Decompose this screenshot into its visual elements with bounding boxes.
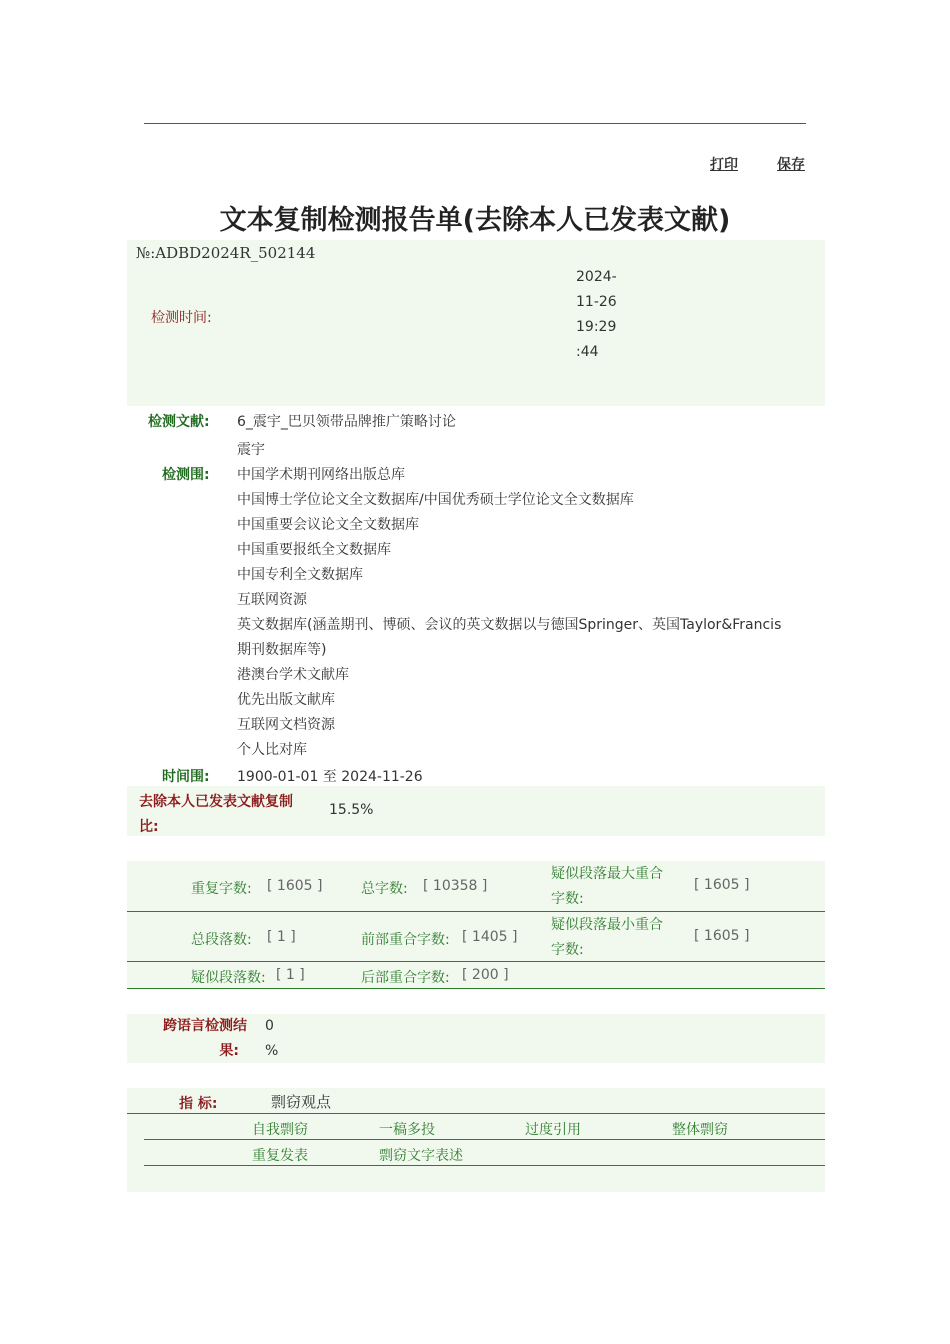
- suspect-paras-value: [ 1 ]: [276, 967, 305, 983]
- database-item: 中国重要报纸全文数据库: [237, 542, 391, 558]
- database-item: 个人比对库: [237, 742, 307, 758]
- stats-row-divider: [127, 911, 825, 912]
- detect-time-line: 2024-: [576, 269, 617, 285]
- cross-language-label-line: 果:: [219, 1043, 239, 1059]
- max-overlap-value: [ 1605 ]: [694, 877, 750, 893]
- database-list: [237, 463, 817, 763]
- cross-language-value: 0: [265, 1018, 274, 1034]
- database-item: 英文数据库(涵盖期刊、博硕、会议的英文数据以与德国Springer、英国Taylor&Francis: [237, 617, 782, 633]
- database-item: 中国学术期刊网络出版总库: [237, 467, 405, 483]
- max-overlap-label-line: 疑似段落最大重合: [551, 866, 663, 882]
- cross-language-label-line: 跨语言检测结: [163, 1018, 247, 1034]
- database-item: 中国专利全文数据库: [237, 567, 363, 583]
- copy-ratio-value: 15.5%: [329, 802, 374, 818]
- database-item: 互联网文档资源: [237, 717, 335, 733]
- total-chars-label: 总字数:: [361, 881, 408, 897]
- dup-chars-label: 重复字数:: [191, 881, 252, 897]
- copy-ratio-label-line: 比:: [139, 819, 159, 835]
- cross-language-label: [161, 1014, 247, 1064]
- database-item: 港澳台学术文献库: [237, 667, 349, 683]
- doc-author: 震宇: [237, 442, 265, 458]
- detect-time-line: 19:29: [576, 319, 617, 335]
- indicator-duplicate-publication: 重复发表: [252, 1148, 308, 1164]
- database-item: 互联网资源: [237, 592, 307, 608]
- doc-label: 检测文献:: [148, 414, 210, 430]
- database-item: 期刊数据库等): [237, 642, 327, 658]
- min-overlap-label: [551, 913, 663, 963]
- front-overlap-label: 前部重合字数:: [361, 932, 450, 948]
- range-label: 时间围:: [162, 769, 210, 785]
- stats-row-divider: [127, 988, 825, 989]
- report-title: 文本复制检测报告单(去除本人已发表文献): [219, 205, 731, 236]
- min-overlap-value: [ 1605 ]: [694, 928, 750, 944]
- copy-ratio-label-line: 去除本人已发表文献复制: [139, 794, 293, 810]
- indicators-divider: [127, 1113, 825, 1114]
- detect-time-line: 11-26: [576, 294, 617, 310]
- report-header-box: [127, 240, 825, 406]
- detect-time-line: :44: [576, 344, 599, 360]
- report-number: №:ADBD2024R_502144: [136, 244, 316, 262]
- save-button[interactable]: 保存: [777, 157, 805, 173]
- indicator-self-plagiarism: 自我剽窃: [252, 1122, 308, 1138]
- indicators-value: 剽窃观点: [271, 1093, 332, 1111]
- total-chars-value: [ 10358 ]: [423, 878, 488, 894]
- total-paras-value: [ 1 ]: [267, 929, 296, 945]
- range-value: 1900-01-01 至 2024-11-26: [237, 769, 423, 785]
- min-overlap-label-line: 疑似段落最小重合: [551, 917, 663, 933]
- dup-chars-value: [ 1605 ]: [267, 878, 323, 894]
- min-overlap-label-line: 字数:: [551, 942, 584, 958]
- cross-language-result: [265, 1014, 278, 1064]
- indicator-whole-plagiarism: 整体剽窃: [672, 1122, 728, 1138]
- copy-ratio-label: [139, 790, 293, 840]
- suspect-paras-label: 疑似段落数:: [191, 970, 266, 986]
- front-overlap-value: [ 1405 ]: [462, 929, 518, 945]
- max-overlap-label-line: 字数:: [551, 891, 584, 907]
- detect-time-value: [576, 265, 636, 365]
- back-overlap-label: 后部重合字数:: [361, 970, 450, 986]
- indicators-divider: [144, 1165, 825, 1166]
- indicators-box: [127, 1088, 825, 1192]
- max-overlap-label: [551, 862, 663, 912]
- scope-label: 检测围:: [162, 467, 210, 483]
- top-divider: [144, 123, 806, 124]
- doc-title: 6_震宇_巴贝领带品牌推广策略讨论: [237, 414, 456, 430]
- database-item: 中国重要会议论文全文数据库: [237, 517, 419, 533]
- indicator-excessive-citation: 过度引用: [525, 1122, 581, 1138]
- database-item: 中国博士学位论文全文数据库/中国优秀硕士学位论文全文数据库: [237, 492, 634, 508]
- stats-row-divider: [127, 961, 825, 962]
- indicators-label: 指 标:: [179, 1096, 218, 1112]
- cross-language-unit: %: [265, 1043, 279, 1059]
- total-paras-label: 总段落数:: [191, 932, 252, 948]
- indicator-text-plagiarism: 剽窃文字表述: [379, 1148, 463, 1164]
- indicator-multiple-submission: 一稿多投: [379, 1122, 435, 1138]
- back-overlap-value: [ 200 ]: [462, 967, 509, 983]
- print-button[interactable]: 打印: [710, 157, 738, 173]
- detect-time-label: 检测时间:: [151, 310, 212, 326]
- database-item: 优先出版文献库: [237, 692, 335, 708]
- indicators-divider: [144, 1139, 825, 1140]
